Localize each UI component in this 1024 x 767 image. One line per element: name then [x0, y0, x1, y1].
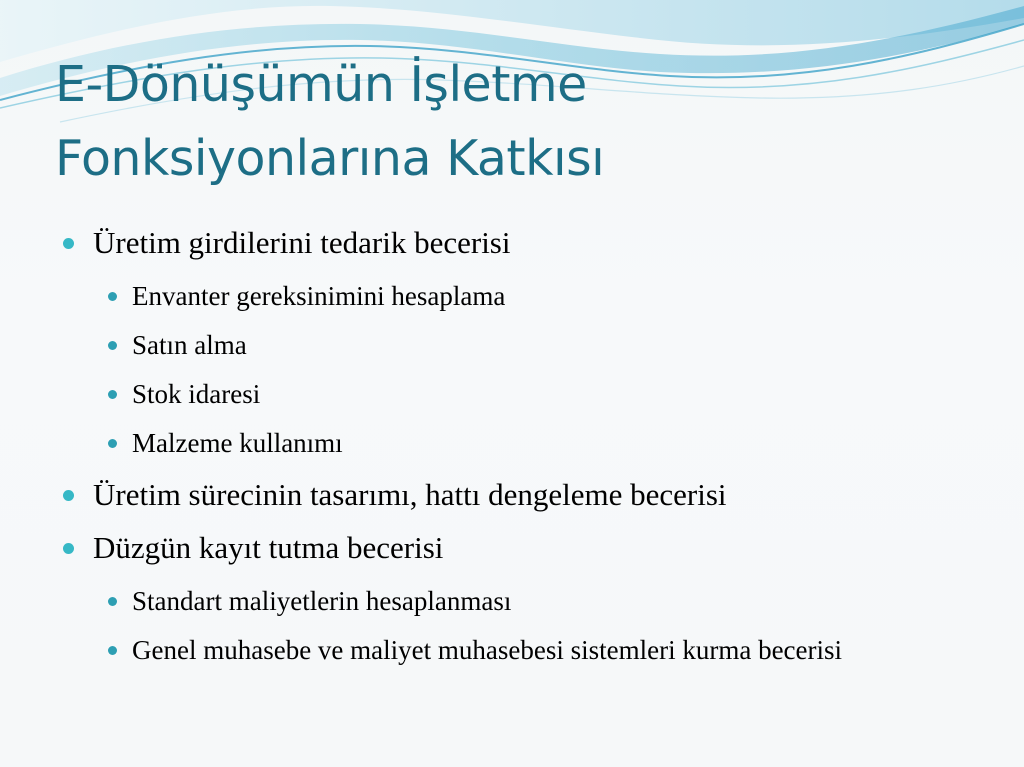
bullet-dot-icon — [108, 439, 117, 448]
sub-bullet-item — [132, 632, 892, 668]
sub-bullet-text: Satın alma — [132, 330, 247, 360]
bullet-dot-icon — [108, 292, 117, 301]
bullet-text: Üretim girdilerini tedarik becerisi — [93, 225, 511, 260]
bullet-item — [93, 477, 727, 513]
bullet-dot-icon — [63, 543, 74, 554]
bullet-dot-icon — [108, 341, 117, 350]
bullet-item — [93, 530, 443, 566]
bullet-dot-icon — [63, 238, 74, 249]
sub-bullet-text: Malzeme kullanımı — [132, 428, 343, 458]
title-line-1: E-Dönüşümün İşletme — [55, 56, 587, 113]
bullet-item — [93, 225, 511, 261]
sub-bullet-item — [132, 278, 932, 314]
bullet-dot-icon — [63, 490, 74, 501]
bullet-dot-icon — [108, 646, 117, 655]
sub-bullet-text: Stok idaresi — [132, 379, 261, 409]
sub-bullet-item — [132, 425, 932, 461]
sub-bullet-text: Standart maliyetlerin hesaplanması — [132, 586, 512, 616]
sub-bullet-text: Genel muhasebe ve maliyet muhasebesi sistemleri kurma becerisi — [132, 635, 843, 665]
sub-bullet-text: Envanter gereksinimini hesaplama — [132, 281, 506, 311]
bullet-text: Üretim sürecinin tasarımı, hattı dengeleme becerisi — [93, 477, 727, 512]
title-line-2: Fonksiyonlarına Katkısı — [55, 130, 605, 187]
sub-bullet-item — [132, 583, 932, 619]
bullet-dot-icon — [108, 390, 117, 399]
sub-bullet-item — [132, 327, 932, 363]
sub-bullet-item — [132, 376, 932, 412]
bullet-text: Düzgün kayıt tutma becerisi — [93, 530, 444, 565]
bullet-dot-icon — [108, 597, 117, 606]
